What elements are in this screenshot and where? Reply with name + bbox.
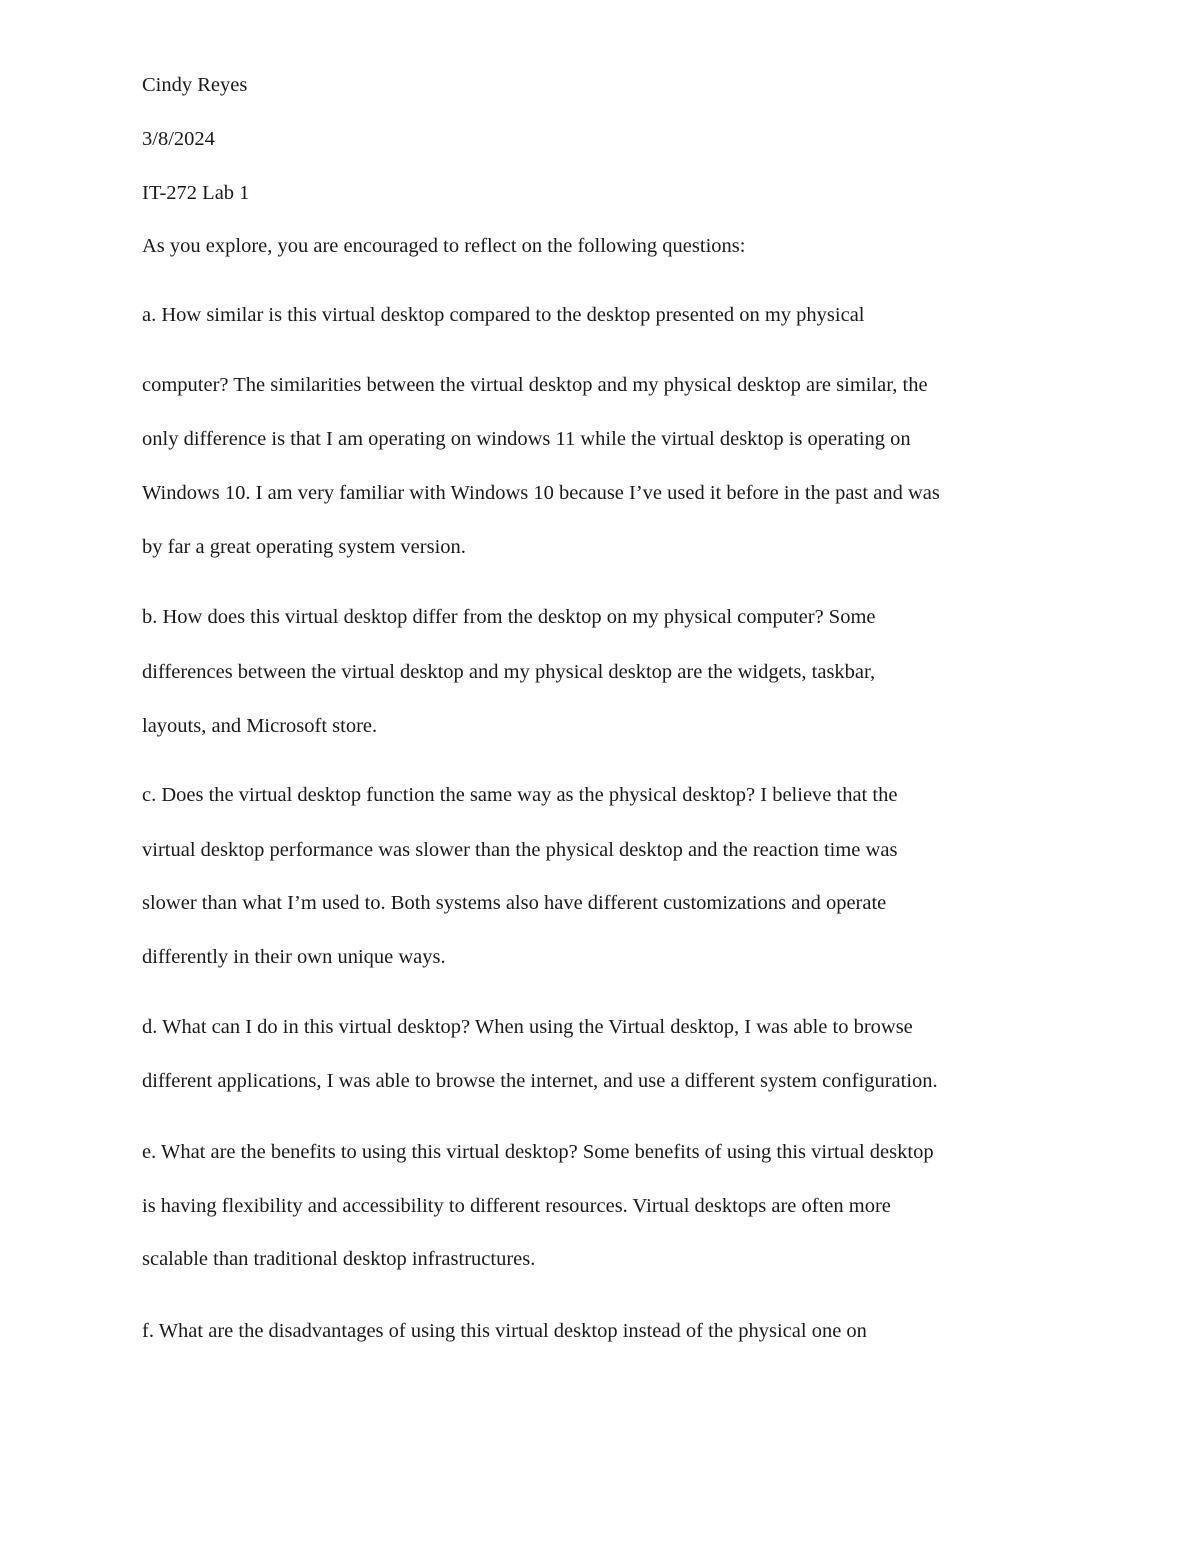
question-e-line-1: e. What are the benefits to using this virtual desktop? Some benefits of using this virtual desktop — [142, 1141, 934, 1163]
question-a-line-1: a. How similar is this virtual desktop compared to the desktop presented on my physical — [142, 304, 865, 326]
author-name: Cindy Reyes — [142, 74, 248, 96]
answer-d-line-2: different applications, I was able to browse the internet, and use a different system configuration. — [142, 1070, 938, 1092]
answer-e-line-2: is having flexibility and accessibility to different resources. Virtual desktops are often more — [142, 1195, 891, 1217]
answer-b-line-3: layouts, and Microsoft store. — [142, 715, 378, 737]
answer-c-line-3: slower than what I’m used to. Both systems also have different customizations and operate — [142, 892, 887, 914]
question-b-line-1: b. How does this virtual desktop differ from the desktop on my physical computer? Some — [142, 606, 876, 628]
answer-e-line-3: scalable than traditional desktop infrastructures. — [142, 1248, 536, 1270]
answer-b-line-2: differences between the virtual desktop and my physical desktop are the widgets, taskbar, — [142, 661, 876, 683]
question-d-line-1: d. What can I do in this virtual desktop? When using the Virtual desktop, I was able to browse — [142, 1016, 913, 1038]
course-title: IT-272 Lab 1 — [142, 182, 250, 204]
answer-c-line-4: differently in their own unique ways. — [142, 946, 446, 968]
question-c-line-1: c. Does the virtual desktop function the same way as the physical desktop? I believe that the — [142, 784, 898, 806]
answer-a-line-3: only difference is that I am operating on windows 11 while the virtual desktop is operating on — [142, 428, 911, 450]
question-f-line-1: f. What are the disadvantages of using this virtual desktop instead of the physical one on — [142, 1320, 867, 1342]
document-date: 3/8/2024 — [142, 128, 215, 150]
answer-a-line-5: by far a great operating system version. — [142, 536, 466, 558]
intro-text: As you explore, you are encouraged to reflect on the following questions: — [142, 235, 746, 257]
answer-c-line-2: virtual desktop performance was slower than the physical desktop and the reaction time was — [142, 839, 898, 861]
answer-a-line-2: computer? The similarities between the virtual desktop and my physical desktop are similar, the — [142, 374, 928, 396]
answer-a-line-4: Windows 10. I am very familiar with Windows 10 because I’ve used it before in the past and was — [142, 482, 940, 504]
